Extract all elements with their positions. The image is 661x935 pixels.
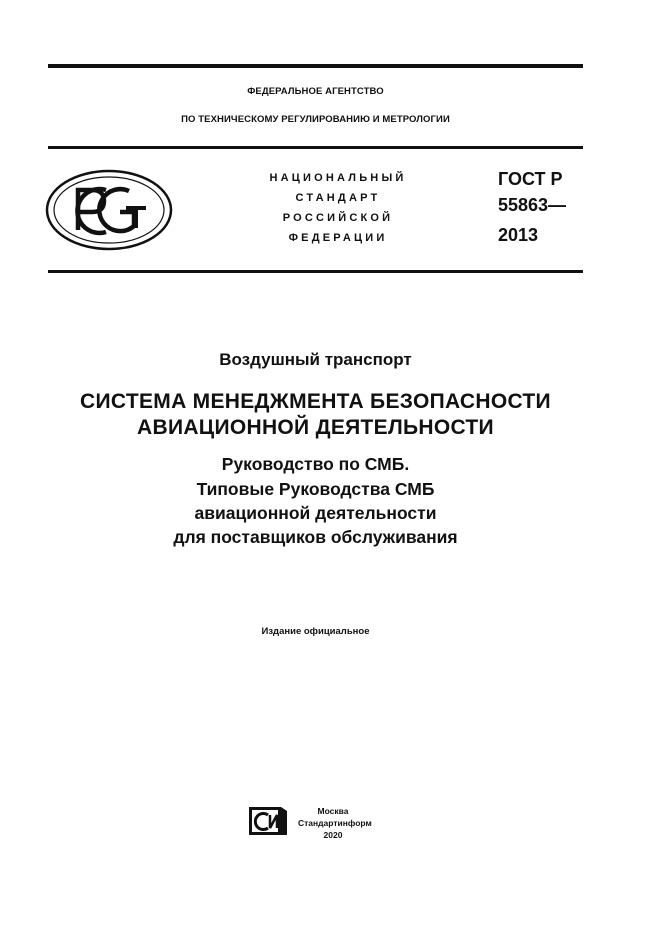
standard-line-2: СТАНДАРТ bbox=[295, 192, 381, 204]
standard-line-3: РОССИЙСКОЙ bbox=[282, 212, 394, 224]
standard-line-1: НАЦИОНАЛЬНЫЙ bbox=[269, 172, 407, 184]
publisher-city: Москва bbox=[317, 806, 349, 816]
upper-rule bbox=[48, 146, 583, 149]
description-line-4: для поставщиков обслуживания bbox=[173, 527, 458, 547]
description-line-3: авиационной деятельности bbox=[194, 503, 437, 523]
standartinform-logo-icon bbox=[248, 806, 288, 836]
lower-rule bbox=[48, 270, 583, 273]
publisher-year: 2020 bbox=[323, 830, 343, 840]
designation-line-3: 2013 bbox=[498, 225, 539, 245]
agency-line-2: ПО ТЕХНИЧЕСКОМУ РЕГУЛИРОВАНИЮ И МЕТРОЛОГИИ bbox=[181, 114, 450, 125]
main-title-line-2: АВИАЦИОННОЙ ДЕЯТЕЛЬНОСТИ bbox=[137, 416, 494, 439]
description-line-1: Руководство по СМБ. bbox=[221, 454, 410, 474]
agency-line-1: ФЕДЕРАЛЬНОЕ АГЕНТСТВО bbox=[247, 86, 384, 97]
description-line-2: Типовые Руководства СМБ bbox=[196, 479, 435, 499]
main-title-line-1: СИСТЕМА МЕНЕДЖМЕНТА БЕЗОПАСНОСТИ bbox=[80, 390, 551, 413]
standard-line-4: ФЕДЕРАЦИИ bbox=[288, 232, 388, 244]
subtitle: Воздушный транспорт bbox=[219, 350, 412, 369]
designation-line-2: 55863— bbox=[498, 195, 567, 215]
designation-line-1: ГОСТ Р bbox=[498, 169, 563, 189]
rst-certification-mark-icon bbox=[44, 168, 174, 252]
publisher-name: Стандартинформ bbox=[298, 818, 372, 828]
edition-label: Издание официальное bbox=[261, 626, 370, 637]
top-rule bbox=[48, 64, 583, 68]
